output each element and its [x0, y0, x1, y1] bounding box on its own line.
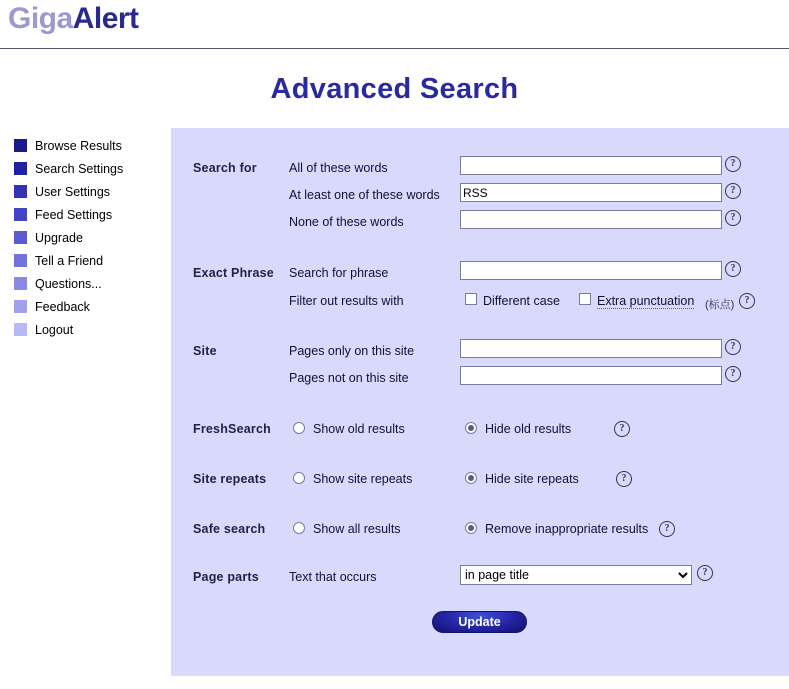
sidebar-item-label: Logout: [35, 322, 74, 337]
sidebar-item-label: Search Settings: [35, 161, 124, 176]
section-label-safe-search: Safe search: [193, 522, 266, 536]
sidebar-nav: [14, 134, 164, 341]
bullet-icon: [14, 185, 27, 198]
help-icon-any-words[interactable]: [725, 183, 741, 199]
site-header: [0, 0, 789, 49]
sidebar-item-upgrade[interactable]: [14, 226, 164, 249]
show-site-repeats-radio[interactable]: [293, 472, 305, 484]
label-all-words: All of these words: [289, 161, 388, 175]
help-icon-pages-not[interactable]: [725, 366, 741, 382]
gigaalert-logo[interactable]: [8, 2, 139, 36]
show-old-results-label: Show old results: [313, 422, 405, 436]
sidebar-item-feed-settings[interactable]: [14, 203, 164, 226]
help-icon-safe-search[interactable]: [659, 521, 675, 537]
help-icon-exact-phrase[interactable]: [725, 261, 741, 277]
remove-inappropriate-radio[interactable]: [465, 522, 477, 534]
hide-site-repeats-radio[interactable]: [465, 472, 477, 484]
label-search-phrase: Search for phrase: [289, 266, 389, 280]
section-label-page-parts: Page parts: [193, 570, 259, 584]
label-pages-not: Pages not on this site: [289, 371, 409, 385]
exact-phrase-input[interactable]: [460, 261, 722, 280]
sidebar-item-user-settings[interactable]: [14, 180, 164, 203]
different-case-checkbox[interactable]: [465, 293, 477, 305]
section-label-site-repeats: Site repeats: [193, 472, 267, 486]
pages-only-site-input[interactable]: [460, 339, 722, 358]
section-label-fresh-search: FreshSearch: [193, 422, 271, 436]
help-icon-pages-only[interactable]: [725, 339, 741, 355]
sidebar-item-feedback[interactable]: [14, 295, 164, 318]
show-old-results-radio[interactable]: [293, 422, 305, 434]
section-label-site: Site: [193, 344, 217, 358]
sidebar-item-logout[interactable]: [14, 318, 164, 341]
hide-old-results-label: Hide old results: [485, 422, 572, 436]
help-icon-fresh-search[interactable]: [614, 421, 630, 437]
help-icon-page-parts[interactable]: [697, 565, 713, 581]
none-words-input[interactable]: [460, 210, 722, 229]
pages-not-site-input[interactable]: [460, 366, 722, 385]
sidebar-item-label: Questions...: [35, 276, 102, 291]
bullet-icon: [14, 162, 27, 175]
help-icon-none-words[interactable]: [725, 210, 741, 226]
sidebar-item-label: Tell a Friend: [35, 253, 104, 268]
sidebar-item-questions[interactable]: [14, 272, 164, 295]
different-case-label: Different case: [483, 294, 560, 308]
label-any-words: At least one of these words: [289, 188, 440, 202]
sidebar-item-label: Feedback: [35, 299, 90, 314]
help-icon-site-repeats[interactable]: [616, 471, 632, 487]
logo-text-giga: Giga: [8, 2, 73, 35]
section-label-search-for: Search for: [193, 161, 257, 175]
section-label-exact-phrase: Exact Phrase: [193, 266, 274, 280]
hide-old-results-radio[interactable]: [465, 422, 477, 434]
update-button[interactable]: Update: [432, 611, 527, 633]
bullet-icon: [14, 300, 27, 313]
bullet-icon: [14, 277, 27, 290]
extra-punctuation-checkbox[interactable]: [579, 293, 591, 305]
extra-punctuation-label: Extra punctuation: [597, 294, 695, 308]
help-icon-all-words[interactable]: [725, 156, 741, 172]
sidebar-item-tell-a-friend[interactable]: [14, 249, 164, 272]
sidebar-item-search-settings[interactable]: [14, 157, 164, 180]
sidebar-item-label: User Settings: [35, 184, 111, 199]
all-words-input[interactable]: [460, 156, 722, 175]
logo-text-alert: Alert: [72, 2, 139, 35]
bullet-icon: [14, 323, 27, 336]
sidebar-item-label: Feed Settings: [35, 207, 113, 222]
show-site-repeats-label: Show site repeats: [313, 472, 413, 486]
hide-site-repeats-label: Hide site repeats: [485, 472, 579, 486]
sidebar-item-label: Upgrade: [35, 230, 83, 245]
label-pages-only: Pages only on this site: [289, 344, 415, 358]
show-all-results-radio[interactable]: [293, 522, 305, 534]
label-none-words: None of these words: [289, 215, 404, 229]
label-text-occurs: Text that occurs: [289, 570, 377, 584]
advanced-search-form: [171, 128, 789, 676]
show-all-results-label: Show all results: [313, 522, 401, 536]
page-parts-select[interactable]: [460, 565, 692, 585]
help-icon-filter-out[interactable]: [739, 293, 755, 309]
any-words-input[interactable]: [460, 183, 722, 202]
bullet-icon: [14, 231, 27, 244]
remove-inappropriate-label: Remove inappropriate results: [485, 522, 649, 536]
bullet-icon: [14, 139, 27, 152]
sidebar-item-browse-results[interactable]: [14, 134, 164, 157]
label-filter-out: Filter out results with: [289, 294, 404, 308]
bullet-icon: [14, 254, 27, 267]
extra-punctuation-suffix: (标点): [705, 299, 735, 311]
sidebar-item-label: Browse Results: [35, 138, 122, 153]
page-title: Advanced Search: [270, 73, 519, 105]
bullet-icon: [14, 208, 27, 221]
